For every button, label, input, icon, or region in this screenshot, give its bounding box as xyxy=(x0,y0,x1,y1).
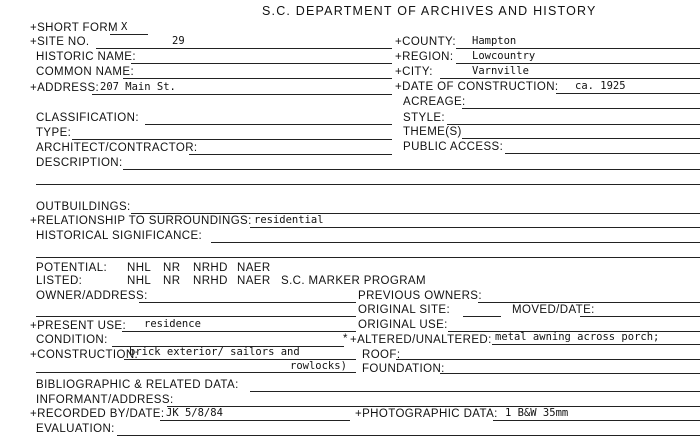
listed-naer: NAER xyxy=(237,275,271,287)
construction-line-2 xyxy=(36,372,356,373)
description-line-2 xyxy=(36,184,700,185)
original-site-label: ORIGINAL SITE: xyxy=(358,304,451,316)
bibliographic-line xyxy=(250,391,700,392)
moved-date-label: MOVED/DATE: xyxy=(512,304,595,316)
photographic-data-value: 1 B&W 35mm xyxy=(505,407,569,419)
region-label: +REGION: xyxy=(395,51,454,63)
date-of-construction-label: +DATE OF CONSTRUCTION: xyxy=(395,81,559,93)
listed-nhl: NHL xyxy=(127,275,152,287)
theme-line xyxy=(462,138,700,139)
short-form-value: X xyxy=(121,21,128,33)
potential-nr: NR xyxy=(163,262,181,274)
county-value: Hampton xyxy=(472,35,517,47)
owner-address-line xyxy=(139,302,356,303)
altered-label: +ALTERED/UNALTERED: xyxy=(350,334,492,346)
owner-address-label: OWNER/ADDRESS: xyxy=(36,290,148,302)
altered-line xyxy=(492,344,700,345)
form-title: S.C. DEPARTMENT OF ARCHIVES AND HISTORY xyxy=(262,4,597,18)
architect-label: ARCHITECT/CONTRACTOR: xyxy=(36,142,198,154)
address-value: 207 Main St. xyxy=(100,81,176,93)
description-line-1 xyxy=(123,169,700,170)
evaluation-label: EVALUATION: xyxy=(36,423,115,435)
site-no-label: +SITE NO. xyxy=(30,36,90,48)
type-label: TYPE: xyxy=(36,127,72,139)
relationship-line xyxy=(250,227,700,228)
sc-marker-program: S.C. MARKER PROGRAM xyxy=(281,275,426,287)
classification-line xyxy=(145,124,392,125)
region-value: Lowcountry xyxy=(472,50,536,62)
evaluation-line xyxy=(117,435,700,436)
bibliographic-label: BIBLIOGRAPHIC & RELATED DATA: xyxy=(36,379,239,391)
common-name-label: COMMON NAME: xyxy=(36,66,135,78)
public-access-label: PUBLIC ACCESS: xyxy=(403,141,504,153)
listed-nrhd: NRHD xyxy=(193,275,228,287)
date-of-construction-line xyxy=(556,93,700,94)
city-value: Varnville xyxy=(472,65,529,77)
potential-label: POTENTIAL: xyxy=(36,262,108,274)
condition-label: CONDITION: xyxy=(36,334,108,346)
construction-label: +CONSTRUCTION: xyxy=(30,349,139,361)
description-label: DESCRIPTION: xyxy=(36,157,123,169)
listed-nr: NR xyxy=(163,275,181,287)
site-no-line xyxy=(96,48,392,49)
original-site-line xyxy=(463,316,501,317)
listed-label: LISTED: xyxy=(36,275,83,287)
potential-nhl: NHL xyxy=(127,262,152,274)
recorded-by-line xyxy=(160,420,350,421)
style-label: STYLE: xyxy=(403,112,446,124)
historical-significance-line-1 xyxy=(211,242,700,243)
city-line xyxy=(440,78,700,79)
region-line xyxy=(456,63,700,64)
historical-significance-label: HISTORICAL SIGNIFICANCE: xyxy=(36,230,203,242)
foundation-line xyxy=(440,373,700,374)
present-use-line xyxy=(122,331,356,332)
public-access-line xyxy=(505,153,700,154)
county-label: +COUNTY: xyxy=(395,36,457,48)
moved-date-line xyxy=(580,316,700,317)
acreage-line xyxy=(462,108,700,109)
city-label: +CITY: xyxy=(395,66,433,78)
outbuildings-line xyxy=(131,213,700,214)
historic-name-label: HISTORIC NAME: xyxy=(36,51,136,63)
architect-line xyxy=(189,154,392,155)
roof-label: ROOF: xyxy=(362,349,401,361)
recorded-by-value: JK 5/8/84 xyxy=(166,407,223,419)
site-no-value: 29 xyxy=(172,35,185,47)
relationship-value: residential xyxy=(254,214,324,226)
common-name-line xyxy=(123,78,392,79)
acreage-label: ACREAGE: xyxy=(403,96,466,108)
previous-owners-line xyxy=(478,302,700,303)
photographic-data-label: +PHOTOGRAPHIC DATA: xyxy=(355,408,498,420)
potential-naer: NAER xyxy=(237,262,271,274)
short-form-line xyxy=(110,34,148,35)
altered-value: metal awning across porch; xyxy=(495,331,660,343)
informant-label: INFORMANT/ADDRESS: xyxy=(36,394,174,406)
address-label: +ADDRESS: xyxy=(30,82,100,94)
owner-address-line-2 xyxy=(36,316,356,317)
date-of-construction-value: ca. 1925 xyxy=(575,80,626,92)
previous-owners-label: PREVIOUS OWNERS: xyxy=(358,290,482,302)
recorded-by-label: +RECORDED BY/DATE: xyxy=(30,408,165,420)
outbuildings-label: OUTBUILDINGS: xyxy=(36,201,131,213)
classification-label: CLASSIFICATION: xyxy=(36,112,139,124)
foundation-label: FOUNDATION: xyxy=(362,363,445,375)
theme-label: THEME(S) xyxy=(403,126,462,138)
relationship-label: +RELATIONSHIP TO SURROUNDINGS: xyxy=(30,215,252,227)
short-form-label: +SHORT FORM xyxy=(30,22,118,34)
condition-asterisk: * xyxy=(343,333,348,345)
type-line xyxy=(72,139,392,140)
county-line xyxy=(456,48,700,49)
roof-line xyxy=(396,359,700,360)
present-use-label: +PRESENT USE: xyxy=(30,320,127,332)
historical-significance-line-2 xyxy=(36,257,700,258)
potential-nrhd: NRHD xyxy=(193,262,228,274)
informant-line xyxy=(167,406,700,407)
photographic-data-line xyxy=(493,420,700,421)
construction-value-line-2: rowlocks) xyxy=(290,360,347,372)
address-line xyxy=(92,94,392,95)
historic-name-line xyxy=(131,63,392,64)
original-use-label: ORIGINAL USE: xyxy=(358,319,448,331)
style-line xyxy=(447,124,700,125)
present-use-value: residence xyxy=(144,318,201,330)
construction-value-line-1: brick exterior/ sailors and xyxy=(129,346,300,358)
